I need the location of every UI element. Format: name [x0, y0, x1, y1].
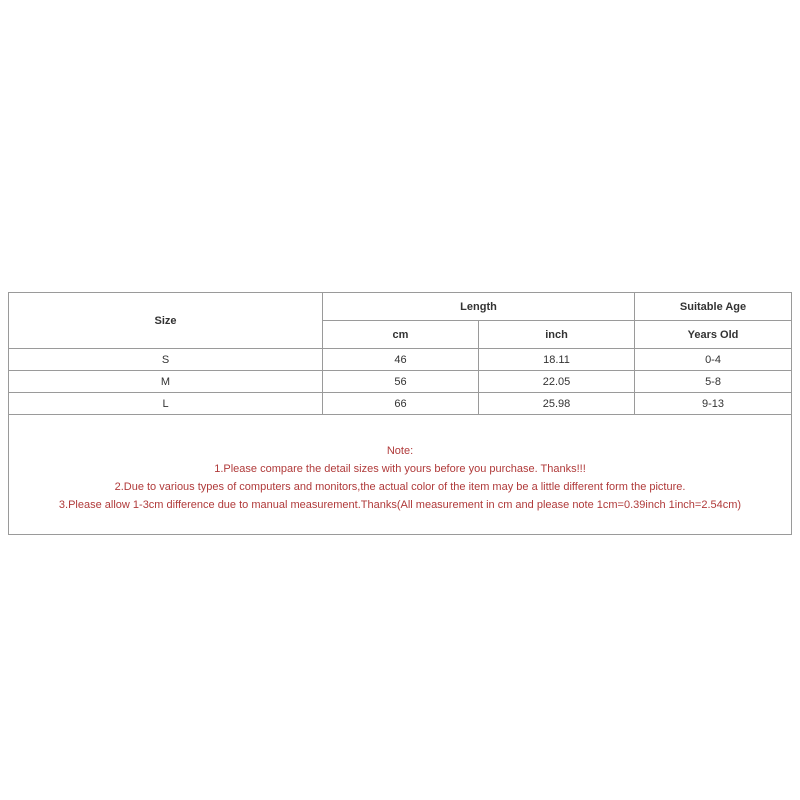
age-cell: 0-4	[635, 349, 792, 371]
table-row	[9, 393, 792, 415]
notes-row	[9, 415, 792, 535]
length-header: Length	[323, 293, 635, 321]
inch-cell: 22.05	[479, 371, 635, 393]
note-line-2: 2.Due to various types of computers and monitors,the actual color of the item may be a little different form the picture.	[114, 480, 686, 493]
inch-header: inch	[479, 321, 635, 349]
size-cell: S	[9, 349, 323, 371]
cm-cell: 66	[323, 393, 479, 415]
cm-cell: 56	[323, 371, 479, 393]
table-row	[9, 349, 792, 371]
age-cell: 5-8	[635, 371, 792, 393]
size-header: Size	[9, 293, 323, 349]
header-row-1	[9, 293, 792, 321]
cm-cell: 46	[323, 349, 479, 371]
size-cell: L	[9, 393, 323, 415]
years-old-header: Years Old	[635, 321, 792, 349]
note-line-1: 1.Please compare the detail sizes with yours before you purchase. Thanks!!!	[214, 462, 586, 475]
inch-cell: 18.11	[479, 349, 635, 371]
suitable-age-header: Suitable Age	[635, 293, 792, 321]
table-row	[9, 371, 792, 393]
note-line-3: 3.Please allow 1-3cm difference due to manual measurement.Thanks(All measurement in cm and please note 1cm=0.39inch 1inch=2.54cm)	[58, 498, 742, 511]
inch-cell: 25.98	[479, 393, 635, 415]
note-title: Note:	[386, 444, 414, 457]
size-cell: M	[9, 371, 323, 393]
notes-cell	[9, 415, 792, 535]
size-chart-table	[8, 292, 792, 535]
age-cell: 9-13	[635, 393, 792, 415]
cm-header: cm	[323, 321, 479, 349]
